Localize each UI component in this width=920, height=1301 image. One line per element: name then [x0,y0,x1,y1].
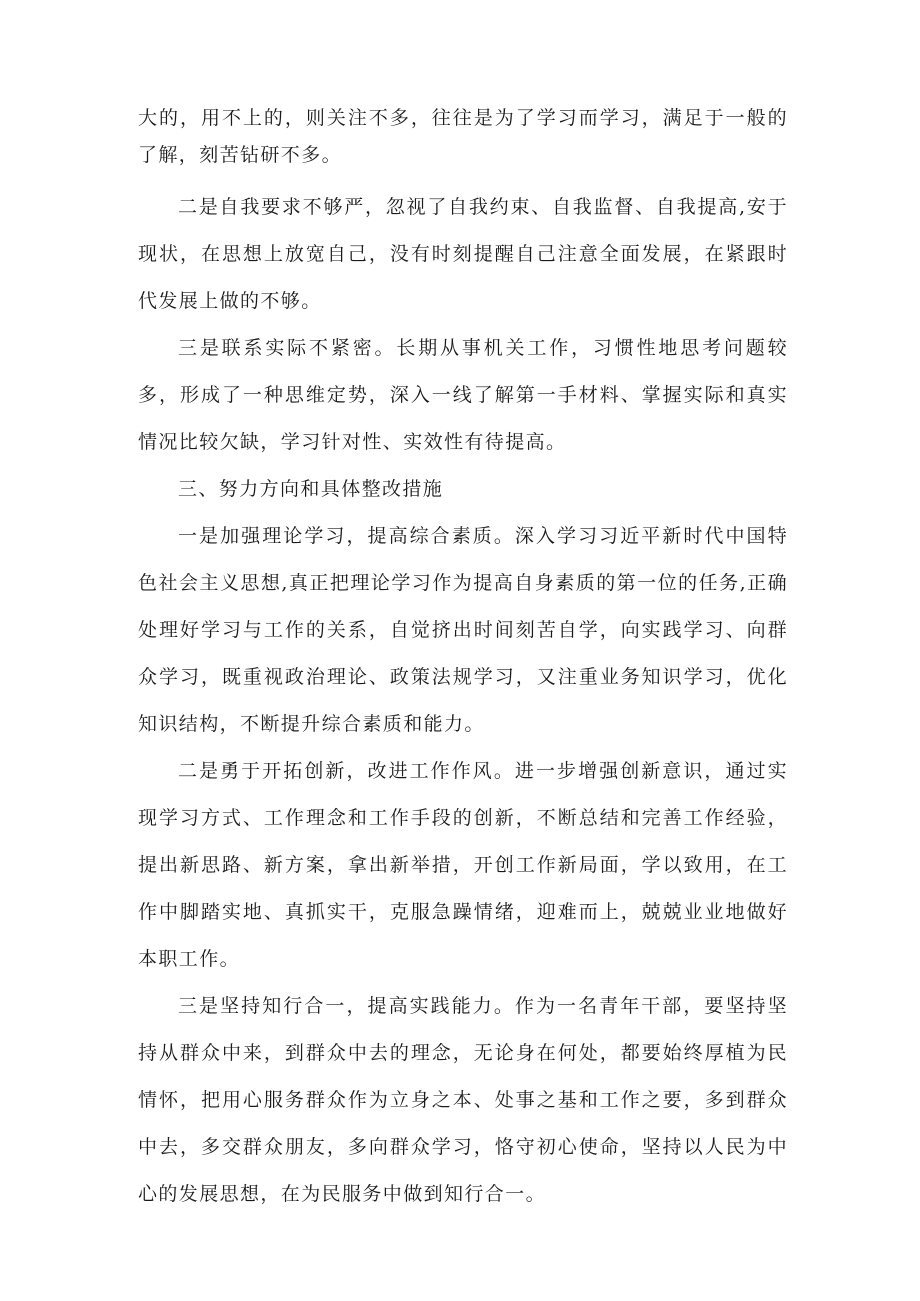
paragraph-innovation: 二是勇于开拓创新，改进工作作风。进一步增强创新意识，通过实现学习方式、工作理念和工作手段的创新，不断总结和完善工作经验，提出新思路、新方案，拿出新举措，开创工作新局面，学以致用，在工作中脚踏实地、真抓实干，克服急躁情绪，迎难而上，兢兢业业地做好本职工作。 [138,760,788,970]
paragraph-theory-study: 一是加强理论学习，提高综合素质。深入学习习近平新时代中国特色社会主义思想,真正把理论学习作为提高自身素质的第一位的任务,正确处理好学习与工作的关系，自觉挤出时间刻苦自学，向实践学习、向群众学习，既重视政治理论、政策法规学习，又注重业务知识学习，优化知识结构，不断提升综合素质和能力。 [138,525,788,735]
document-body [138,100,788,1218]
paragraph-continuation: 大的，用不上的，则关注不多，往往是为了学习而学习，满足于一般的了解，刻苦钻研不多。 [138,107,788,166]
section-heading-rectification: 三、努力方向和具体整改措施 [178,478,444,500]
paragraph-self-requirement: 二是自我要求不够严，忽视了自我约束、自我监督、自我提高,安于现状，在思想上放宽自己，没有时刻提醒自己注意全面发展，在紧跟时代发展上做的不够。 [138,196,788,312]
paragraph-knowledge-action: 三是坚持知行合一，提高实践能力。作为一名青年干部，要坚持坚持从群众中来，到群众中去的理念，无论身在何处，都要始终厚植为民情怀，把用心服务群众作为立身之本、处事之基和工作之要，多到群众中去，多交群众朋友，多向群众学习，恪守初心使命，坚持以人民为中心的发展思想，在为民服务中做到知行合一。 [138,995,788,1205]
paragraph-practice-connection: 三是联系实际不紧密。长期从事机关工作，习惯性地思考问题较多，形成了一种思维定势，深入一线了解第一手材料、掌握实际和真实情况比较欠缺，学习针对性、实效性有待提高。 [138,337,788,453]
